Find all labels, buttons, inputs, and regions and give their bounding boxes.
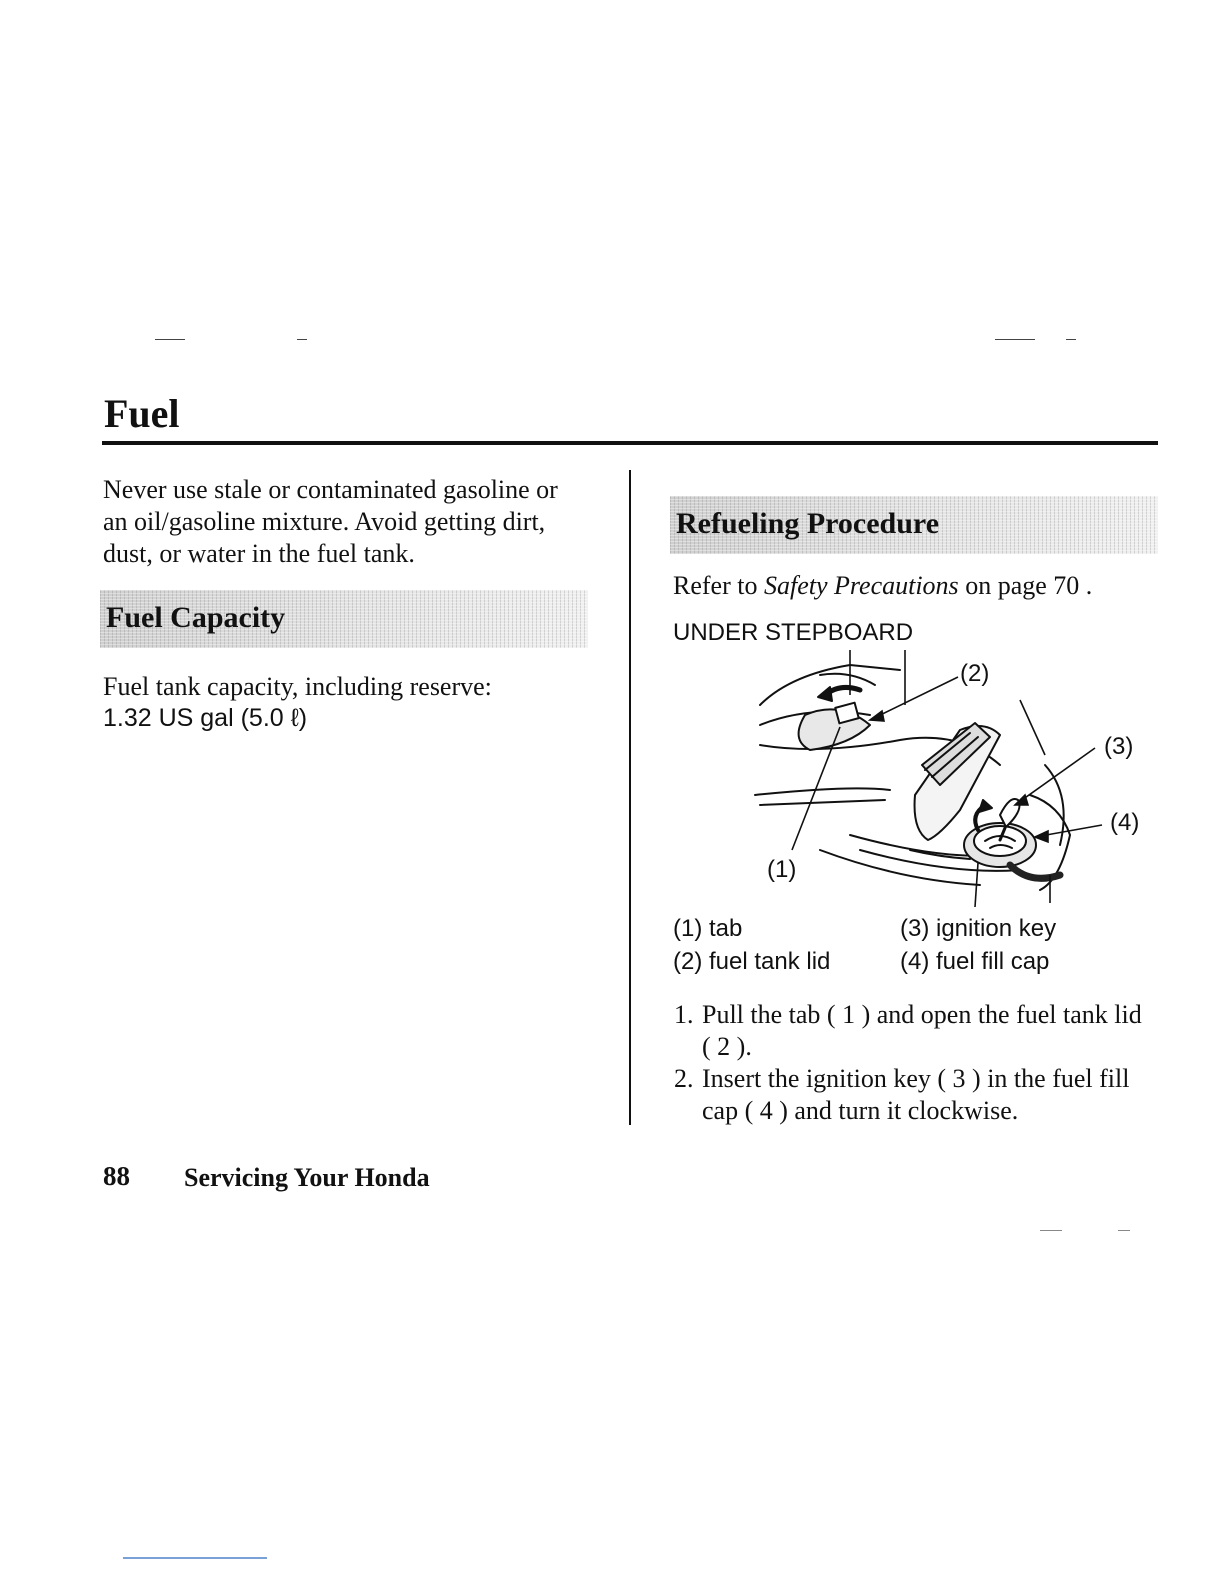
refer-suffix: on page 70 . (958, 571, 1093, 600)
step-number: 1. (674, 1000, 694, 1029)
refer-line (673, 570, 1163, 602)
refueling-steps (674, 999, 1154, 1127)
step-text: Insert the ignition key ( 3 ) in the fuel fill cap ( 4 ) and turn it clockwise. (702, 1064, 1130, 1125)
scan-mark (1066, 339, 1076, 340)
legend-tab: (1) tab (673, 915, 743, 942)
callout-1: (1) (767, 856, 797, 883)
fuel-capacity-text: Fuel tank capacity, including reserve: (103, 672, 492, 701)
legend-fuel-tank-lid: (2) fuel tank lid (673, 948, 831, 975)
scan-mark (1040, 1230, 1062, 1231)
column-divider (629, 470, 631, 1125)
callout-4: (4) (1110, 809, 1140, 836)
fuel-capacity-header (100, 590, 588, 648)
scan-mark (1118, 1230, 1130, 1231)
scan-mark (995, 339, 1035, 340)
page-number: 88 (103, 1161, 130, 1191)
section-title: Servicing Your Honda (184, 1163, 430, 1192)
fuel-capacity-value: 1.32 US gal (5.0 ℓ) (103, 704, 308, 732)
bottom-edge-mark (123, 1557, 267, 1559)
scan-mark (297, 339, 307, 340)
figure-caption: UNDER STEPBOARD (673, 619, 914, 646)
legend-fuel-fill-cap: (4) fuel fill cap (900, 948, 1050, 975)
step-item (674, 1063, 1154, 1127)
page-title: Fuel (104, 391, 180, 436)
refueling-header (670, 496, 1158, 554)
legend-ignition-key: (3) ignition key (900, 915, 1057, 942)
intro-paragraph: Never use stale or contaminated gasoline or an oil/gasoline mixture. Avoid getting dirt, dust, or water in the fuel tank. (103, 475, 558, 568)
refer-prefix: Refer to (673, 571, 764, 600)
step-text: Pull the tab ( 1 ) and open the fuel tank lid ( 2 ). (702, 1000, 1142, 1061)
title-rule (102, 441, 1158, 445)
step-number: 2. (674, 1064, 694, 1093)
fuel-capacity-heading: Fuel Capacity (106, 601, 286, 634)
step-item (674, 999, 1154, 1063)
callout-3: (3) (1104, 733, 1134, 760)
scan-mark (155, 339, 185, 340)
callout-2: (2) (960, 660, 990, 687)
safety-precautions-ref: Safety Precautions (763, 571, 959, 600)
refueling-heading: Refueling Procedure (676, 507, 940, 540)
